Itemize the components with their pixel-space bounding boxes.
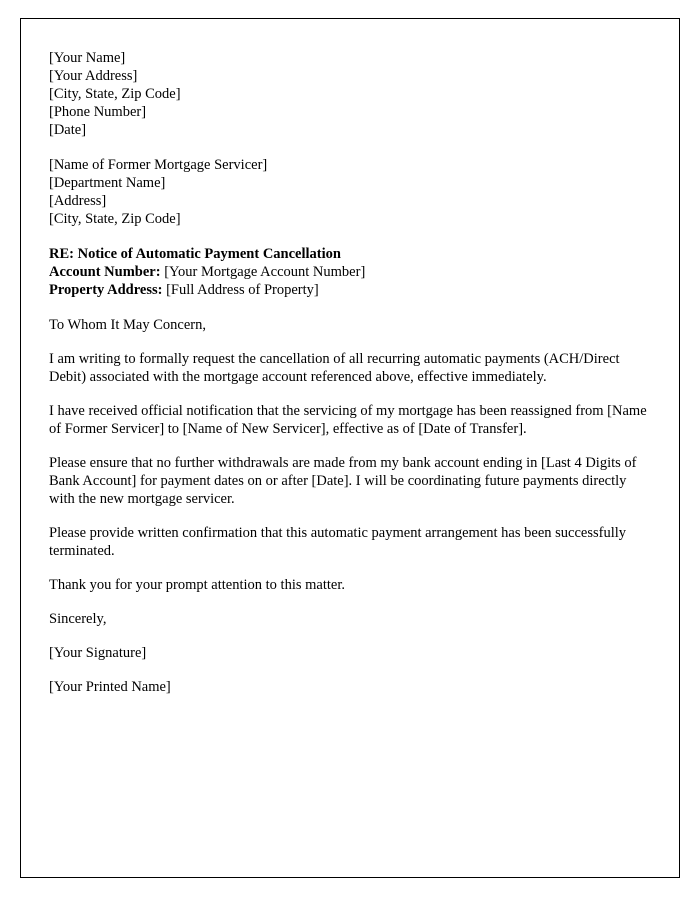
sender-city-state-zip: [City, State, Zip Code] bbox=[49, 86, 181, 102]
recipient-address: [Address] bbox=[49, 193, 107, 209]
closing: Sincerely, bbox=[49, 611, 107, 627]
sender-phone: [Phone Number] bbox=[49, 104, 147, 120]
salutation: To Whom It May Concern, bbox=[49, 317, 206, 333]
signature-placeholder: [Your Signature] bbox=[49, 645, 147, 661]
recipient-city-state-zip: [City, State, Zip Code] bbox=[49, 211, 181, 227]
re-subject-line bbox=[49, 245, 651, 263]
re-subject-text: RE: Notice of Automatic Payment Cancellation bbox=[49, 246, 341, 262]
property-address-value: [Full Address of Property] bbox=[162, 282, 319, 298]
body-paragraph-4: Please provide written confirmation that this automatic payment arrangement has been successfully terminated. bbox=[49, 525, 626, 559]
property-address-label: Property Address: bbox=[49, 282, 163, 298]
property-address-line bbox=[49, 281, 651, 299]
body-paragraph-3: Please ensure that no further withdrawals are made from my bank account ending in [Last 4 Digits of Bank Account] for payment dates on or after [Date]. I will be coordinating future payments directly with the new mortgage servicer. bbox=[49, 455, 637, 507]
sender-name: [Your Name] bbox=[49, 50, 126, 66]
account-number-value: [Your Mortgage Account Number] bbox=[160, 264, 366, 280]
recipient-address-block bbox=[49, 156, 651, 228]
sender-address-block bbox=[49, 49, 651, 139]
body-paragraph-1: I am writing to formally request the cancellation of all recurring automatic payments (ACH/Direct Debit) associated with the mortgage account referenced above, effective immediately. bbox=[49, 351, 620, 385]
recipient-name: [Name of Former Mortgage Servicer] bbox=[49, 157, 268, 173]
sender-address: [Your Address] bbox=[49, 68, 138, 84]
printed-name-placeholder: [Your Printed Name] bbox=[49, 679, 171, 695]
body-paragraph-5: Thank you for your prompt attention to this matter. bbox=[49, 577, 345, 593]
account-number-line bbox=[49, 263, 651, 281]
body-paragraph-2: I have received official notification that the servicing of my mortgage has been reassigned from [Name of Former Servicer] to [Name of New Servicer], effective as of [Date of Transfer]. bbox=[49, 403, 647, 437]
subject-block bbox=[49, 245, 651, 299]
letter-date: [Date] bbox=[49, 122, 87, 138]
account-number-label: Account Number: bbox=[49, 264, 161, 280]
letter-document bbox=[20, 18, 680, 878]
recipient-department: [Department Name] bbox=[49, 175, 166, 191]
